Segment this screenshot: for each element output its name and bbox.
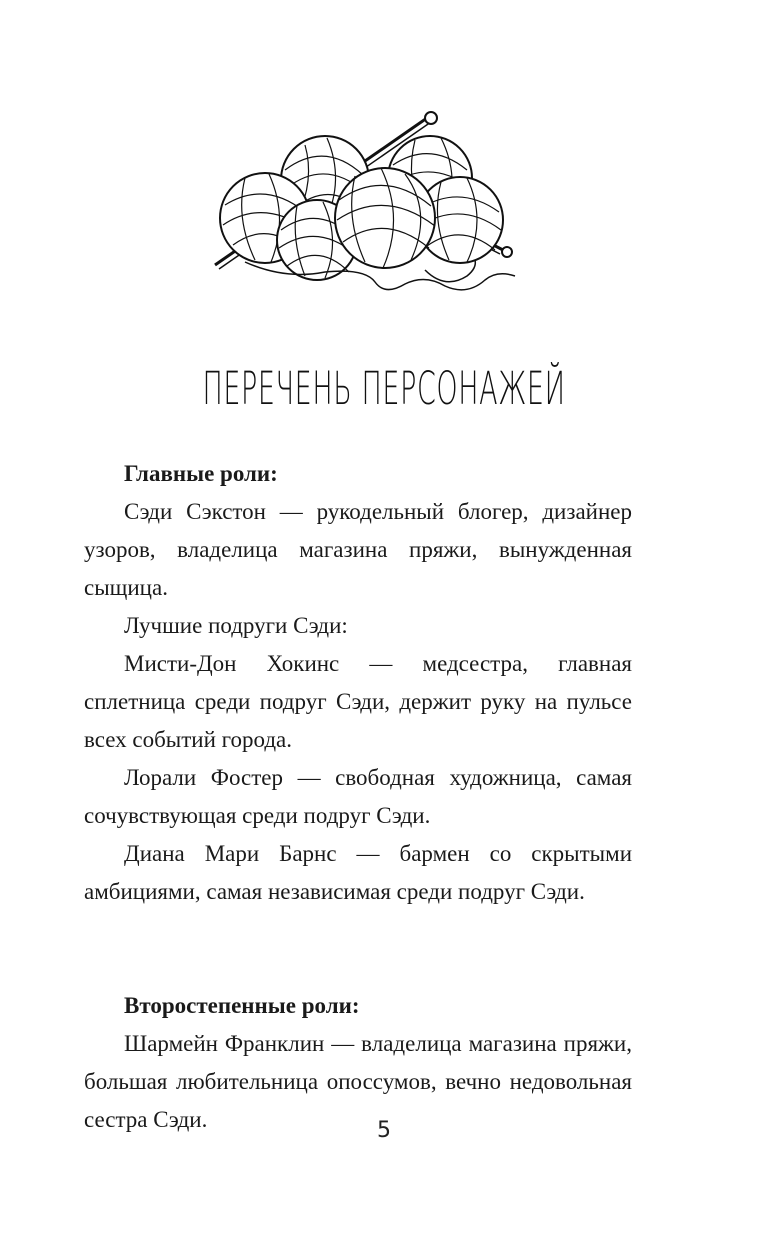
character-entry: Лорали Фостер — свободная художница, самая сочувствующая среди подруг Сэди. bbox=[84, 765, 632, 828]
yarn-balls-with-knitting-needles-icon bbox=[205, 100, 535, 300]
character-list bbox=[84, 455, 632, 1139]
secondary-roles-heading: Второстепенные роли: bbox=[124, 993, 360, 1018]
character-entry: Мисти-Дон Хокинс — медсестра, главная сплетница среди подруг Сэди, держит руку на пульсе всех событий города. bbox=[84, 651, 632, 752]
character-entry: Диана Мари Барнс — бармен со скрытыми амбициями, самая независимая среди подруг Сэди. bbox=[84, 841, 632, 904]
page-number: 5 bbox=[377, 1118, 391, 1143]
character-entry: Лучшие подруги Сэди: bbox=[124, 613, 348, 638]
page-title: ПЕРЕЧЕНЬ ПЕРСОНАЖЕЙ bbox=[202, 362, 566, 415]
character-entry: Шармейн Франклин — владелица магазина пряжи, большая любительница опоссумов, вечно недовольная сестра Сэди. bbox=[84, 1031, 632, 1132]
main-roles-heading: Главные роли: bbox=[124, 461, 278, 486]
character-entry: Сэди Сэкстон — рукодельный блогер, дизайнер узоров, владелица магазина пряжи, вынужденная сыщица. bbox=[84, 499, 632, 600]
